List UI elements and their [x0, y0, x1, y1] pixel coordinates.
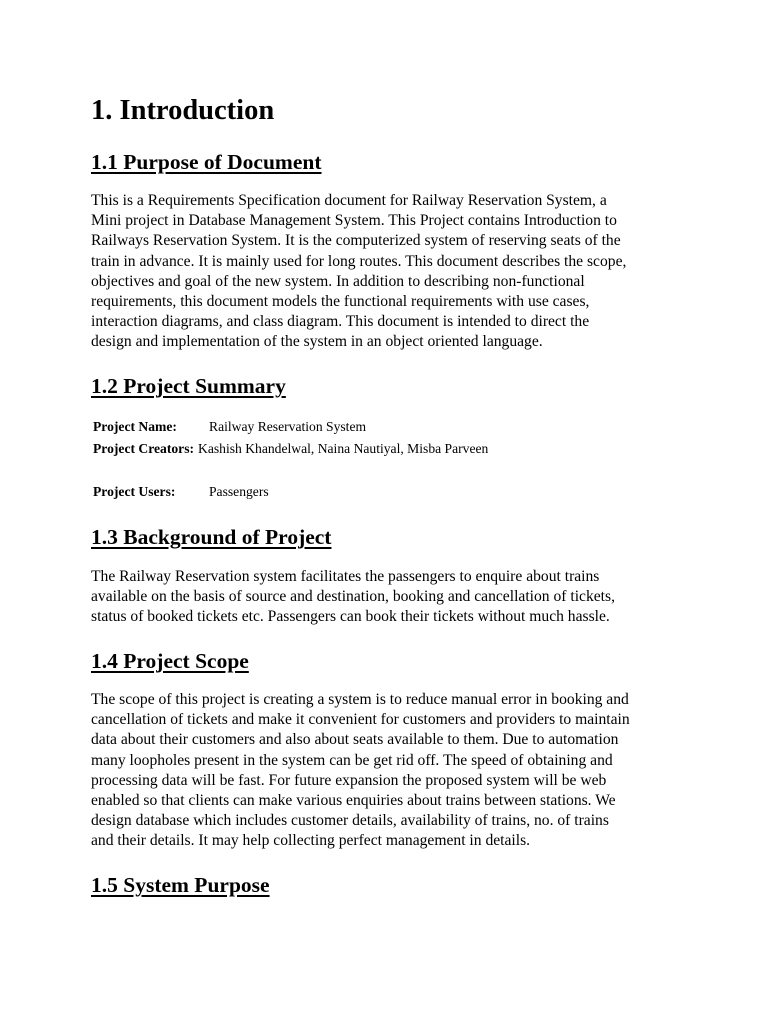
- summary-row-users: [93, 483, 269, 501]
- summary-row-creators: [93, 440, 488, 458]
- section-heading-system-purpose: 1.5 System Purpose: [91, 873, 270, 897]
- section-heading-summary: 1.2 Project Summary: [91, 374, 286, 398]
- paragraph-line: enabled so that clients can make various enquiries about trains between stations. We: [91, 792, 616, 810]
- paragraph-line: interaction diagrams, and class diagram. This document is intended to direct the: [91, 313, 590, 331]
- paragraph-line: status of booked tickets etc. Passengers can book their tickets without much hassle.: [91, 608, 610, 626]
- summary-row-name: [93, 418, 366, 436]
- paragraph-purpose: [91, 191, 691, 353]
- summary-label: Project Creators:: [93, 441, 195, 456]
- paragraph-scope: [91, 690, 691, 852]
- paragraph-line: cancellation of tickets and make it convenient for customers and providers to maintain: [91, 711, 630, 729]
- summary-label: Project Users:: [93, 484, 176, 499]
- paragraph-line: data about their customers and also about seats available to them. Due to automation: [91, 731, 619, 749]
- paragraph-line: processing data will be fast. For future expansion the proposed system will be web: [91, 771, 607, 789]
- paragraph-line: train in advance. It is mainly used for long routes. This document describes the scope,: [91, 252, 627, 270]
- paragraph-line: available on the basis of source and destination, booking and cancellation of tickets,: [91, 588, 615, 606]
- paragraph-line: The Railway Reservation system facilitates the passengers to enquire about trains: [91, 568, 600, 585]
- paragraph-line: design database which includes customer details, availability of trains, no. of trains: [91, 812, 609, 830]
- paragraph-line: many loopholes present in the system can be get rid off. The speed of obtaining and: [91, 751, 613, 769]
- paragraph-line: objectives and goal of the new system. In addition to describing non-functional: [91, 272, 585, 290]
- paragraph-line: and their details. It may help collecting perfect management in details.: [91, 832, 531, 850]
- paragraph-line: Railways Reservation System. It is the computerized system of reserving seats of the: [91, 232, 621, 250]
- summary-value: Passengers: [209, 484, 269, 499]
- section-heading-purpose: 1.1 Purpose of Document: [91, 150, 322, 174]
- section-heading-background: 1.3 Background of Project: [91, 525, 332, 549]
- section-heading-scope: 1.4 Project Scope: [91, 649, 249, 673]
- page-title: 1. Introduction: [91, 95, 275, 126]
- summary-label: Project Name:: [93, 419, 177, 434]
- paragraph-line: design and implementation of the system in an object oriented language.: [91, 333, 543, 351]
- paragraph-line: Mini project in Database Management System. This Project contains Introduction to: [91, 212, 617, 230]
- summary-value: Kashish Khandelwal, Naina Nautiyal, Misba Parveen: [198, 441, 489, 456]
- paragraph-line: This is a Requirements Specification document for Railway Reservation System, a: [91, 192, 607, 209]
- paragraph-line: requirements, this document models the functional requirements with use cases,: [91, 293, 590, 311]
- paragraph-line: The scope of this project is creating a system is to reduce manual error in booking and: [91, 691, 629, 708]
- paragraph-background: [91, 567, 691, 628]
- summary-value: Railway Reservation System: [209, 419, 367, 434]
